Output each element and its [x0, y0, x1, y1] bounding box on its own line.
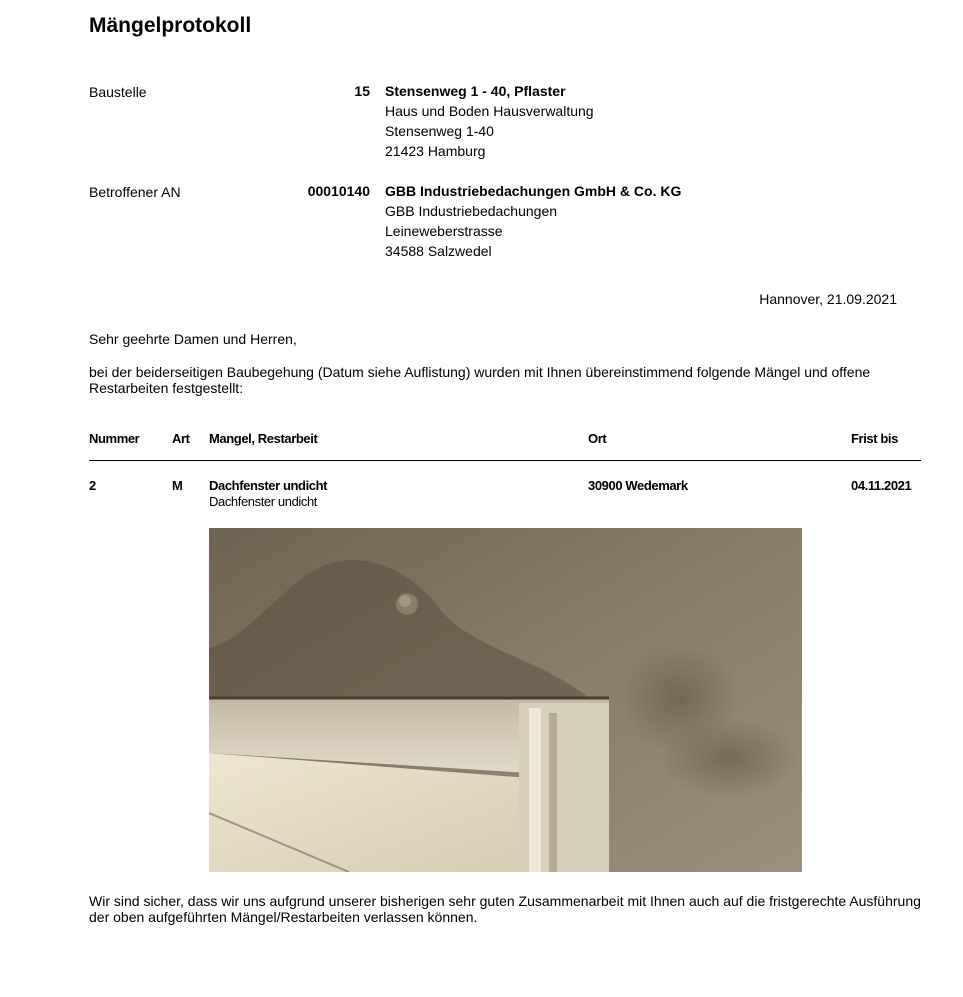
col-header-mangel: Mangel, Restarbeit	[209, 431, 318, 446]
col-header-ort: Ort	[588, 431, 607, 446]
col-header-art: Art	[172, 431, 190, 446]
baustelle-address	[385, 81, 594, 161]
an-address	[385, 181, 681, 261]
row-frist: 04.11.2021	[851, 478, 912, 493]
baustelle-line: Stensenweg 1-40	[385, 123, 494, 139]
closing-text: Wir sind sicher, dass wir uns aufgrund unserer bisherigen sehr guten Zusammenarbeit mit Ihnen auch auf die fristgerechte Ausführung der oben aufgeführten Mängel/Restarbeiten verlassen können.	[89, 893, 921, 925]
an-number: 00010140	[307, 183, 370, 199]
document-title: Mängelprotokoll	[89, 14, 252, 37]
col-header-nummer: Nummer	[89, 431, 140, 446]
row-ort: 30900 Wedemark	[588, 478, 688, 493]
an-line: GBB Industriebedachungen	[385, 203, 558, 219]
row-nummer: 2	[89, 478, 96, 493]
row-mangel-description: Dachfenster undicht	[209, 494, 318, 509]
header-divider	[89, 460, 921, 461]
row-mangel-title: Dachfenster undicht	[209, 478, 328, 493]
baustelle-line: Haus und Boden Hausverwaltung	[385, 103, 594, 119]
place-date: Hannover, 21.09.2021	[759, 291, 897, 307]
row-art: M	[172, 478, 183, 493]
row-mangel	[209, 478, 327, 509]
baustelle-line: 21423 Hamburg	[385, 143, 486, 159]
an-line: Leineweberstrasse	[385, 223, 503, 239]
baustelle-name: Stensenweg 1 - 40, Pflaster	[385, 83, 566, 99]
col-header-frist: Frist bis	[851, 431, 898, 446]
an-line: 34588 Salzwedel	[385, 243, 492, 259]
baustelle-label: Baustelle	[89, 84, 147, 100]
intro-text: bei der beiderseitigen Baubegehung (Datum siehe Auflistung) wurden mit Ihnen übereinstimmend folgende Mängel und offene Restarbeiten festgestellt:	[89, 364, 871, 396]
salutation: Sehr geehrte Damen und Herren,	[89, 331, 297, 347]
defect-photo	[209, 528, 802, 872]
an-label: Betroffener AN	[89, 184, 181, 200]
baustelle-number: 15	[354, 83, 370, 99]
an-name: GBB Industriebedachungen GmbH & Co. KG	[385, 183, 682, 199]
